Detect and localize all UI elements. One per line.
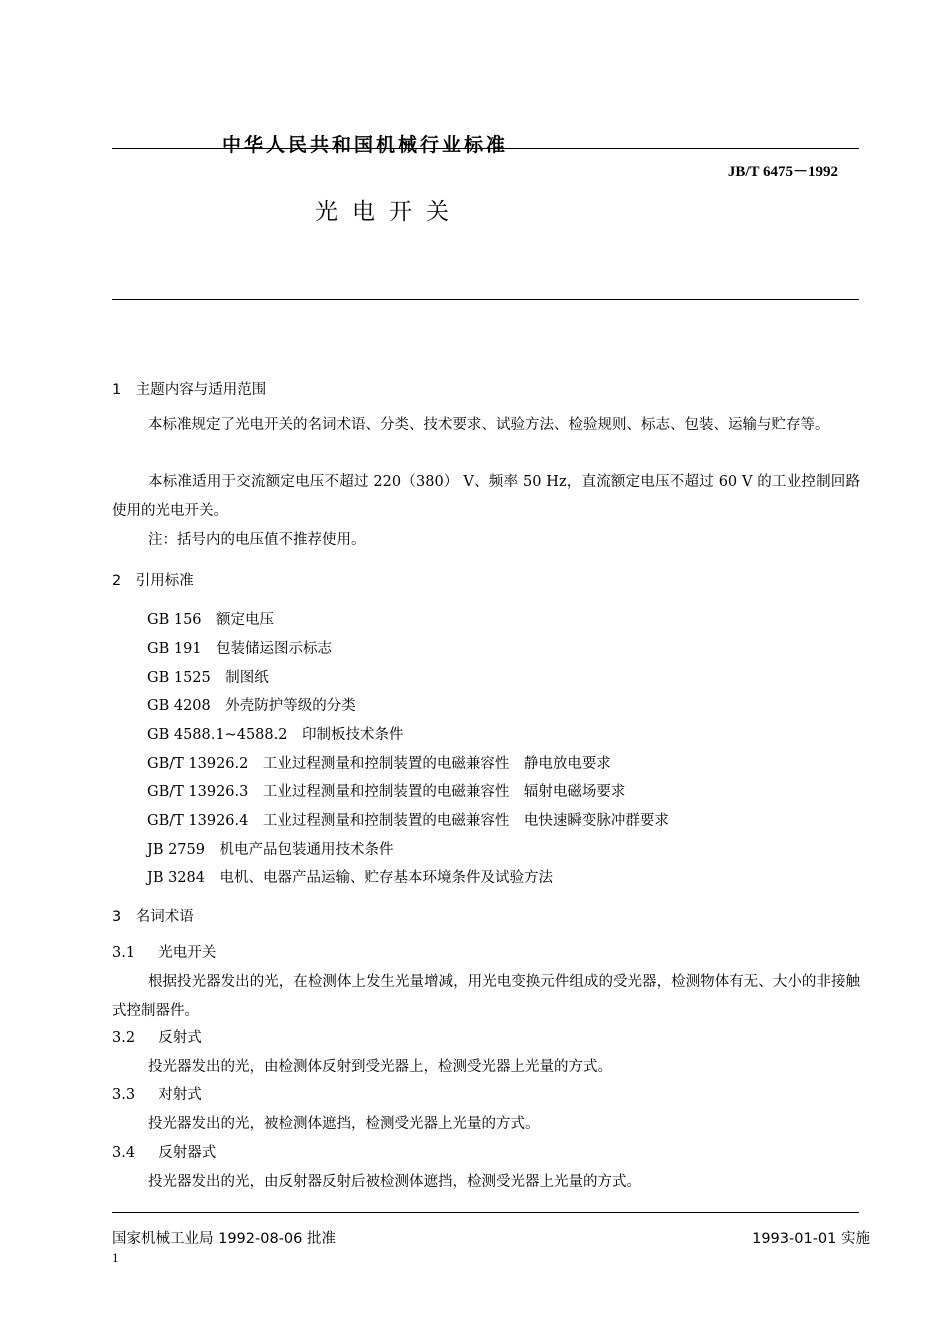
section-1-para-1: 本标准规定了光电开关的名词术语、分类、技术要求、试验方法、检验规则、标志、包装、运输与贮存等。 (148, 417, 830, 433)
header-rule-bottom (112, 299, 859, 300)
term-3-4 (112, 1139, 216, 1168)
term-3-3 (112, 1081, 202, 1110)
document-title: 光电开关 (315, 199, 463, 225)
approval-line: 国家机械工业局 1992-08-06 批准 (112, 1231, 336, 1247)
term-3-3-definition: 投光器发出的光，被检测体遮挡，检测受光器上光量的方式。 (148, 1116, 540, 1132)
term-name: 光电开关 (158, 945, 217, 961)
section-1-heading: 1 主题内容与适用范围 (112, 382, 267, 398)
term-number: 3.1 (112, 945, 136, 961)
reference-item: GB 156 额定电压 (147, 612, 275, 628)
effective-date: 1993-01-01 实施 (752, 1231, 870, 1247)
reference-item: GB 4588.1~4588.2 印制板技术条件 (147, 727, 404, 743)
page-number: 1 (112, 1250, 119, 1265)
section-3-heading: 3 名词术语 (112, 909, 194, 925)
standard-code: JB/T 6475－1992 (727, 164, 838, 180)
term-3-4-definition: 投光器发出的光，由反射器反射后被检测体遮挡，检测受光器上光量的方式。 (148, 1174, 641, 1190)
term-number: 3.3 (112, 1087, 136, 1103)
reference-item: GB 4208 外壳防护等级的分类 (147, 698, 356, 714)
term-3-2-definition: 投光器发出的光，由检测体反射到受光器上，检测受光器上光量的方式。 (148, 1059, 612, 1075)
reference-item: JB 2759 机电产品包装通用技术条件 (147, 842, 394, 858)
term-number: 3.2 (112, 1030, 136, 1046)
reference-item: GB/T 13926.3 工业过程测量和控制装置的电磁兼容性 辐射电磁场要求 (147, 784, 626, 800)
term-3-1-definition: 根据投光器发出的光，在检测体上发生光量增减，用光电变换元件组成的受光器，检测物体有无、大小的非接触式控制器件。 (112, 974, 860, 1019)
reference-item: GB/T 13926.4 工业过程测量和控制装置的电磁兼容性 电快速瞬变脉冲群要求 (147, 813, 669, 829)
section-1-para-2: 本标准适用于交流额定电压不超过 220（380） V、频率 50 Hz，直流额定电压不超过 60 V 的工业控制回路使用的光电开关。 (112, 474, 860, 519)
term-name: 对射式 (158, 1087, 202, 1103)
section-1-note: 注：括号内的电压值不推荐使用。 (148, 532, 366, 548)
footer-rule (112, 1212, 859, 1213)
section-2-heading: 2 引用标准 (112, 573, 194, 589)
reference-item: JB 3284 电机、电器产品运输、贮存基本环境条件及试验方法 (147, 870, 553, 886)
term-3-1 (112, 939, 216, 968)
term-name: 反射器式 (158, 1145, 217, 1161)
term-name: 反射式 (158, 1030, 202, 1046)
reference-item: GB/T 13926.2 工业过程测量和控制装置的电磁兼容性 静电放电要求 (147, 756, 611, 772)
reference-item: GB 1525 制图纸 (147, 670, 269, 686)
term-number: 3.4 (112, 1145, 136, 1161)
term-3-2 (112, 1024, 202, 1053)
issuing-org: 中华人民共和国机械行业标准 (222, 134, 509, 156)
reference-item: GB 191 包装储运图示标志 (147, 641, 333, 657)
